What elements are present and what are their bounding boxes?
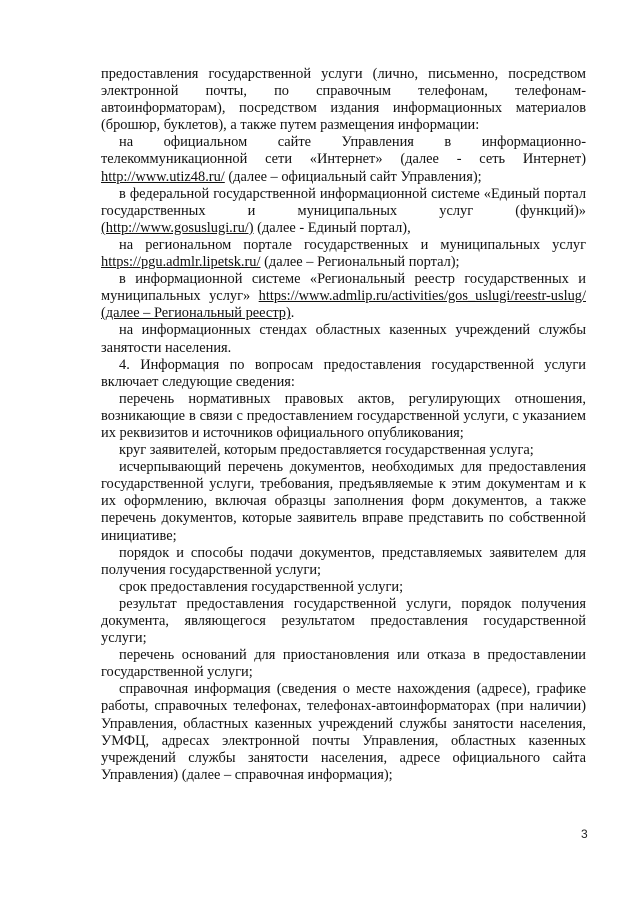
- paragraph-text: результат предоставления государственной услуги, порядок получения документа, являющегося результатом предоставления государственной услуги;: [101, 595, 586, 647]
- site-link[interactable]: http://www.utiz48.ru/: [101, 168, 225, 185]
- paragraph-text: справочная информация (сведения о месте нахождения (адресе), графике работы, справочных телефонах, телефонах-автоинформаторах (при наличии) Управления, областных казенных учреждений службы занятости населения, УМФЦ, адресах электронной почты Управления, областных казенных учреждений службы занятости населения, адресе официального сайта Управления) (далее – справочная информация);: [101, 681, 586, 783]
- paragraph: [101, 237, 586, 271]
- paragraph: [101, 459, 586, 544]
- paragraph-text: порядок и способы подачи документов, представляемых заявителем для получения государственной услуги;: [101, 544, 586, 578]
- paragraph-text: 4. Информация по вопросам предоставления государственной услуги включает следующие сведения:: [101, 356, 586, 390]
- document-body: [101, 66, 586, 784]
- paragraph-text: в информационной системе «Региональный реестр государственных и муниципальных услуг»: [101, 271, 586, 305]
- paragraph-text: перечень оснований для приостановления или отказа в предоставлении государственной услуги;: [101, 647, 586, 681]
- paragraph: [101, 579, 586, 596]
- paragraph: [101, 357, 586, 391]
- paragraph-text: на региональном портале государственных и муниципальных услуг: [119, 236, 586, 253]
- page-number: 3: [581, 827, 588, 841]
- paragraph: [101, 681, 586, 784]
- paragraph-text: круг заявителей, которым предоставляется государственная услуга;: [119, 442, 534, 459]
- paragraph: [101, 596, 586, 647]
- regional-portal-link[interactable]: https://pgu.admlr.lipetsk.ru/: [101, 254, 261, 271]
- paragraph-text: в федеральной государственной информационной системе «Единый портал государственных и муниципальных услуг (функций)»: [101, 185, 586, 219]
- paragraph: [101, 271, 586, 322]
- paragraph-text: срок предоставления государственной услуги;: [119, 578, 404, 595]
- paragraph-text: (далее – Региональный портал);: [260, 254, 460, 271]
- paragraph-text: на информационных стендах областных казенных учреждений службы занятости населения.: [101, 322, 586, 356]
- paragraph-text: на официальном сайте Управления в информационно-телекоммуникационной сети «Интернет» (далее - сеть Интернет): [101, 134, 586, 168]
- paragraph: [101, 134, 586, 185]
- paragraph-text: предоставления государственной услуги (лично, письменно, посредством электронной почты, по справочным телефонам, телефонам-автоинформаторам), посредством издания информационных материалов (брошюр, буклетов), а также путем размещения информации:: [101, 66, 586, 134]
- paragraph-text: .: [290, 305, 295, 322]
- paragraph-text: перечень нормативных правовых актов, регулирующих отношения, возникающие в связи с предоставлением государственной услуги, с указанием их реквизитов и источников официального опубликования;: [101, 390, 586, 441]
- paragraph: [101, 66, 586, 134]
- paragraph: [101, 186, 586, 237]
- paragraph: [101, 322, 586, 356]
- paragraph-text: (далее - Единый портал),: [253, 219, 411, 236]
- paragraph-text: (далее – официальный сайт Управления);: [224, 168, 482, 185]
- paragraph: [101, 545, 586, 579]
- paragraph-text: исчерпывающий перечень документов, необходимых для предоставления государственной услуги, требования, предъявляемые к этим документам и к их оформлению, включая образцы заполнения форм документов, а также перечень документов, которые заявитель вправе представить по собственной инициативе;: [101, 459, 586, 544]
- paragraph: [101, 647, 586, 681]
- paragraph: [101, 442, 586, 459]
- registry-link[interactable]: https://www.admlip.ru/activities/gos_uslugi/reestr-uslug/ (далее – Региональный реестр): [101, 288, 586, 322]
- paragraph: [101, 391, 586, 442]
- gosuslugi-link[interactable]: (http://www.gosuslugi.ru/): [101, 219, 254, 236]
